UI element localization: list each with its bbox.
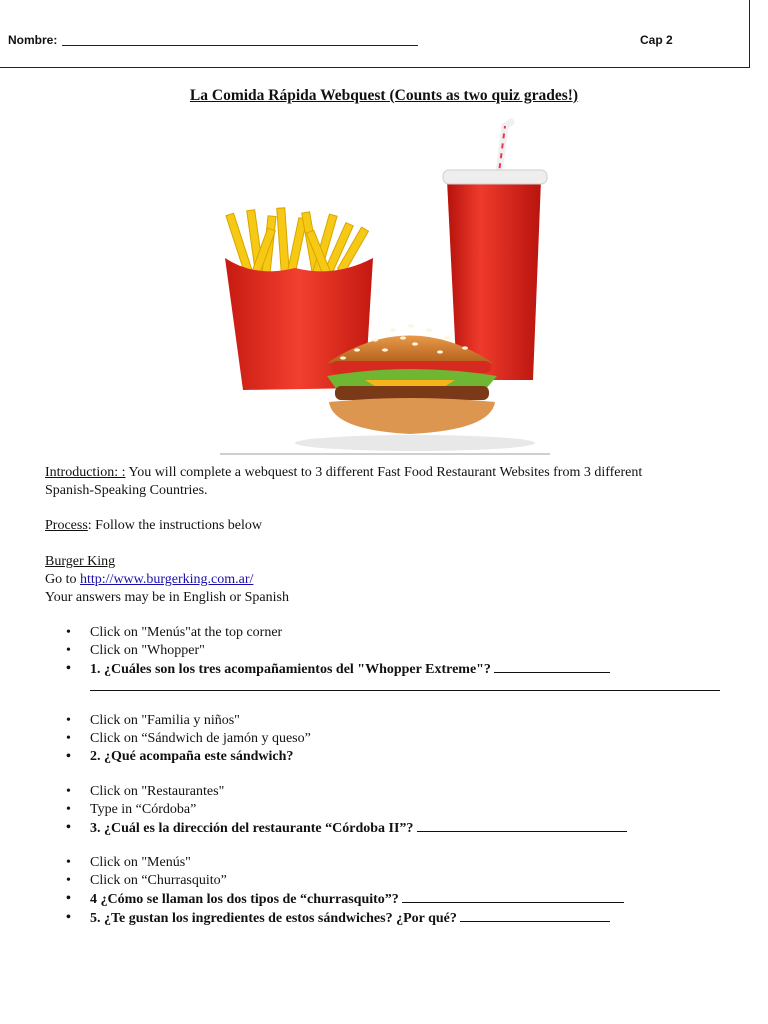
question-5-text: 5. ¿Te gustan los ingredientes de estos sándwiches? ¿Por qué?: [90, 911, 461, 926]
answer-line-1b[interactable]: [90, 690, 720, 691]
section-heading-burger-king: Burger King: [45, 554, 116, 569]
question-group-3: [66, 783, 726, 838]
answer-blank-5[interactable]: [460, 909, 610, 922]
list-item: • Click on “Churrasquito”: [66, 872, 726, 890]
question-group-1: [66, 624, 726, 679]
question-2: • 2. ¿Qué acompaña este sándwich?: [66, 748, 726, 766]
list-item: • Click on "Menús"at the top corner: [66, 624, 726, 642]
question-3-text: 3. ¿Cuál es la dirección del restaurante “Córdoba II”?: [90, 821, 417, 836]
list-item: • Type in “Córdoba”: [66, 801, 726, 819]
intro-label: Introduction: :: [45, 465, 126, 480]
list-item: • Click on "Familia y niños": [66, 712, 726, 730]
answer-blank-3[interactable]: [417, 819, 627, 832]
process-text: : Follow the instructions below: [87, 518, 262, 533]
list-item: • Click on "Restaurantes": [66, 783, 726, 801]
name-label: Nombre:: [8, 33, 58, 47]
question-group-4: [66, 854, 726, 928]
process-line: [45, 517, 262, 535]
question-1-text: 1. ¿Cuáles son los tres acompañamientos del "Whopper Extreme"?: [90, 662, 495, 677]
go-to-line: [45, 571, 253, 589]
answer-blank-4[interactable]: [402, 890, 624, 903]
list-item: • Click on "Whopper": [66, 642, 726, 660]
fast-food-illustration: [215, 118, 555, 458]
question-4: [66, 890, 726, 909]
name-field-line[interactable]: [62, 45, 418, 46]
answers-note: Your answers may be in English or Spanish: [45, 590, 289, 605]
chapter-label: Cap 2: [640, 33, 673, 47]
process-label: Process: [45, 518, 88, 533]
burgerking-link[interactable]: http://www.burgerking.com.ar/: [80, 572, 254, 587]
page-title: La Comida Rápida Webquest (Counts as two quiz grades!): [189, 87, 579, 104]
go-to-label: Go to: [45, 572, 80, 587]
question-4-text: 4 ¿Cómo se llaman los dos tipos de “churrasquito”?: [90, 892, 403, 907]
question-group-2: [66, 712, 726, 766]
intro-line-1: [45, 464, 642, 482]
list-item: • Click on "Menús": [66, 854, 726, 872]
intro-line-2: Spanish-Speaking Countries.: [45, 483, 208, 498]
list-item: • Click on “Sándwich de jamón y queso”: [66, 730, 726, 748]
header-box: [0, 0, 750, 68]
question-3: [66, 819, 726, 838]
question-1: [66, 660, 726, 679]
intro-text-1: You will complete a webquest to 3 different Fast Food Restaurant Websites from 3 different: [125, 465, 643, 480]
answer-blank-1[interactable]: [494, 660, 610, 673]
question-5: [66, 909, 726, 928]
